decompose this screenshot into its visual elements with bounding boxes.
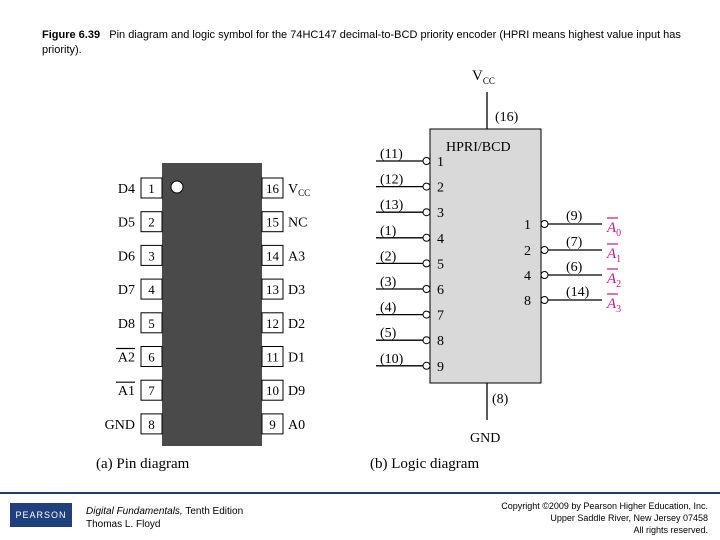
right-pin-number: 10 — [266, 383, 279, 399]
input-inversion-bubble — [423, 158, 430, 165]
output-pin-number: (9) — [566, 209, 583, 224]
right-pin-label: D3 — [288, 283, 306, 299]
left-pin-label: GND — [104, 417, 135, 433]
input-weight-label: 9 — [437, 359, 444, 375]
input-pin-number: (10) — [380, 351, 404, 367]
output-weight-label: 4 — [524, 269, 531, 284]
logic-diagram — [370, 68, 621, 472]
output-name — [606, 271, 621, 290]
input-weight-label: 3 — [437, 206, 444, 222]
pin-diagram-subcaption: (a) Pin diagram — [96, 456, 190, 472]
left-pin-label: D5 — [117, 215, 135, 231]
book-title: Digital Fundamentals, — [86, 506, 183, 517]
input-inversion-bubble — [423, 286, 430, 293]
vcc-pin-number: (16) — [495, 110, 519, 125]
right-pin-label: A0 — [288, 417, 306, 433]
input-inversion-bubble — [423, 337, 430, 344]
input-weight-label: 2 — [437, 180, 444, 196]
input-inversion-bubble — [423, 260, 430, 267]
left-pin-number: 1 — [148, 181, 155, 196]
left-pin-label: D6 — [117, 249, 135, 265]
output-pin-number: (7) — [566, 235, 583, 250]
input-pin-number: (2) — [380, 249, 397, 265]
right-pin-number: 15 — [266, 214, 279, 230]
output-name — [606, 246, 621, 265]
left-pin-number: 4 — [148, 282, 155, 298]
input-pin-number: (3) — [380, 275, 397, 290]
logic-diagram-subcaption: (b) Logic diagram — [370, 456, 480, 472]
vcc-label — [472, 68, 495, 86]
right-pin-label: NC — [288, 215, 308, 231]
input-pin-number: (11) — [380, 147, 403, 162]
figure-caption-text: Pin diagram and logic symbol for the 74HC147 decimal-to-BCD priority encoder (HPRI means highest value input has priority). — [42, 29, 681, 56]
output-pin-number: (14) — [566, 285, 590, 300]
output-weight-label: 8 — [524, 294, 531, 309]
right-pin-label: D9 — [288, 384, 306, 400]
footer-divider — [0, 492, 720, 494]
output-name-letter: A — [607, 296, 617, 312]
input-weight-label: 6 — [437, 283, 444, 298]
vcc-v: V — [288, 182, 299, 197]
input-inversion-bubble — [423, 362, 430, 369]
input-pin-number: (12) — [380, 172, 404, 188]
output-weight-label: 2 — [524, 244, 531, 259]
left-pin-number: 2 — [148, 214, 155, 230]
input-weight-label: 4 — [437, 231, 444, 247]
right-pin-number: 13 — [266, 282, 279, 298]
output-name-subscript: 1 — [616, 254, 622, 265]
pearson-logo: PEARSON — [10, 503, 72, 527]
book-info — [86, 505, 243, 531]
input-inversion-bubble — [423, 209, 430, 216]
left-pin-label: A2 — [117, 350, 135, 366]
input-inversion-bubble — [423, 311, 430, 318]
output-name-subscript: 0 — [616, 228, 622, 239]
vcc-sub: CC — [298, 188, 311, 198]
output-weight-label: 1 — [524, 218, 531, 233]
copyright-line-2: Upper Saddle River, New Jersey 07458 — [550, 513, 708, 523]
copyright-notice — [501, 500, 708, 536]
input-inversion-bubble — [423, 183, 430, 190]
input-pin-number: (5) — [380, 326, 397, 342]
left-pin-label: A1 — [117, 384, 135, 400]
encoder-block-label: HPRI/BCD — [446, 140, 511, 155]
vcc-label-v: V — [472, 68, 483, 84]
output-name-subscript: 2 — [616, 279, 622, 290]
input-weight-label: 5 — [437, 257, 444, 273]
output-name-letter: A — [607, 271, 617, 287]
output-pin-number: (6) — [566, 260, 583, 275]
input-pin-number: (1) — [380, 223, 397, 239]
right-pin-label: A3 — [288, 249, 306, 265]
left-pin-label: D8 — [117, 316, 135, 332]
left-pin-number: 5 — [148, 315, 155, 331]
output-inversion-bubble — [541, 247, 548, 254]
output-inversion-bubble — [541, 297, 548, 304]
input-pin-number: (13) — [380, 198, 404, 214]
output-name-subscript: 3 — [616, 304, 622, 315]
right-pin-label: D1 — [288, 350, 306, 366]
right-pin-number: 9 — [269, 416, 276, 432]
gnd-pin-number: (8) — [492, 392, 509, 407]
left-pin-number: 7 — [148, 383, 155, 399]
vcc-label-sub: CC — [482, 76, 495, 86]
copyright-line-1: Copyright ©2009 by Pearson Higher Education, Inc. — [501, 501, 708, 511]
input-inversion-bubble — [423, 234, 430, 241]
left-pin-label: D7 — [117, 283, 135, 299]
input-weight-label: 1 — [437, 155, 444, 170]
left-pin-number: 6 — [148, 349, 155, 365]
output-name — [606, 296, 621, 315]
output-name-letter: A — [607, 220, 617, 236]
book-author: Thomas L. Floyd — [86, 519, 161, 530]
right-pin-number: 11 — [266, 349, 279, 365]
input-weight-label: 8 — [437, 334, 444, 350]
output-name — [606, 220, 621, 239]
pin1-indicator-dot — [171, 181, 183, 193]
right-pin-number: 14 — [266, 248, 279, 264]
pin-diagram — [96, 163, 310, 472]
right-pin-label: D2 — [288, 316, 306, 332]
copyright-line-3: All rights reserved. — [633, 525, 708, 535]
figure-label: Figure 6.39 — [42, 29, 101, 41]
gnd-label: GND — [470, 431, 501, 446]
input-pin-number: (4) — [380, 300, 397, 316]
left-pin-number: 8 — [148, 416, 155, 432]
book-edition: Tenth Edition — [182, 506, 244, 517]
right-pin-number: 12 — [266, 315, 279, 331]
book-title-line — [86, 505, 243, 518]
output-inversion-bubble — [541, 272, 548, 279]
right-pin-label — [288, 182, 310, 198]
left-pin-label: D4 — [117, 182, 135, 197]
ic-body — [162, 163, 262, 446]
output-name-letter: A — [607, 246, 617, 262]
left-pin-number: 3 — [148, 248, 155, 264]
right-pin-number: 16 — [266, 181, 279, 196]
output-inversion-bubble — [541, 221, 548, 228]
input-weight-label: 7 — [437, 308, 444, 324]
